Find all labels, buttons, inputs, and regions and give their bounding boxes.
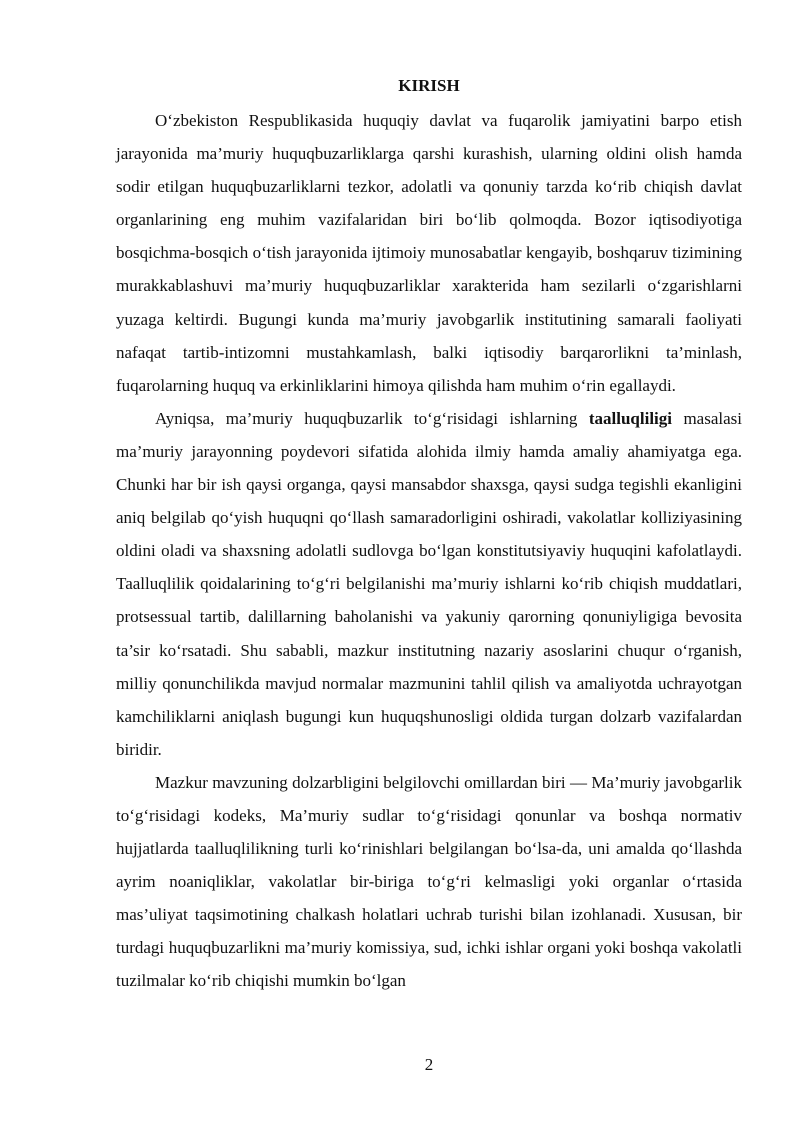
- paragraph-text: Ayniqsa, ma’muriy huquqbuzarlik to‘g‘risidagi ishlarning: [155, 408, 589, 428]
- page-number: 2: [424, 1055, 434, 1074]
- paragraph-3: [116, 766, 742, 998]
- paragraph-text: O‘zbekiston Respublikasida huquqiy davlat va fuqarolik jamiyatini barpo etish jarayonida ma’muriy huquqbuzarliklarga qarshi kurashish, ularning oldini olish hamda sodir etilgan huquqbuzarliklarni tezkor, adolatli va qonuniy tarzda ko‘rib chiqish davlat organlarining eng muhim vazifalaridan biri bo‘lib qolmoqda. Bozor iqtisodiyotiga bosqichma-bosqich o‘tish jarayonida ijtimoiy munosabatlar kengayib, boshqaruv tizimining murakkablashuvi ma’muriy huquqbuzarliklar xarakterida ham sezilarli o‘zgarishlarni yuzaga keltirdi. Bugungi kunda ma’muriy javobgarlik institutining samarali faoliyati nafaqat tartib-intizomni mustahkamlash, balki iqtisodiy barqarorlikni ta’minlash, fuqarolarning huquq va erkinliklarini himoya qilishda ham muhim o‘rin egallaydi.: [116, 111, 742, 395]
- section-title: KIRISH: [398, 76, 460, 95]
- paragraph-text: Mazkur mavzuning dolzarbligini belgilovchi omillardan biri — Ma’muriy javobgarlik to‘g‘risidagi kodeks, Ma’muriy sudlar to‘g‘risidagi qonunlar va boshqa normativ hujjatlarda taalluqlilikning turli ko‘rinishlari belgilangan bo‘lsa-da, uni amalda qo‘llashda ayrim noaniqliklar, vakolatlar bir-biriga to‘g‘ri kelmasligi yoki organlar o‘rtasida mas’uliyat taqsimotining chalkash holatlari uchrab turishi bilan izohlanadi. Xususan, bir turdagi huquqbuzarlikni ma’muriy komissiya, sud, ichki ishlar organi yoki boshqa vakolatli tuzilmalar ko‘rib chiqishi mumkin bo‘lgan: [116, 772, 742, 991]
- body-text: [116, 104, 742, 998]
- paragraph-text: masalasi ma’muriy jarayonning poydevori sifatida alohida ilmiy hamda amaliy ahamiyatga ega. Chunki har bir ish qaysi organga, qaysi mansabdor shaxsga, qaysi sudga tegishli ekanligini aniq belgilab qo‘yish huquqni qo‘llash samaradorligini oshiradi, vakolatlar kolliziyasining oldini oladi va shaxsning adolatli sudlovga bo‘lgan konstitutsiyaviy huquqini kafolatlaydi. Taalluqlilik qoidalarining to‘g‘ri belgilanishi ma’muriy ishlarni ko‘rib chiqish muddatlari, protsessual tartib, dalillarning baholanishi va yakuniy qarorning qonuniyligiga bevosita ta’sir ko‘rsatadi. Shu sababli, mazkur institutning nazariy asoslarini chuqur o‘rganish, milliy qonunchilikda mavjud normalar mazmunini tahlil qilish va amaliyotda uchrayotgan kamchiliklarni aniqlash bugungi kun huquqshunosligi oldida turgan dolzarb vazifalardan biridir.: [116, 408, 742, 759]
- paragraph-1: [116, 104, 742, 402]
- bold-term: taalluqliligi: [588, 408, 672, 428]
- paragraph-2: [116, 402, 742, 766]
